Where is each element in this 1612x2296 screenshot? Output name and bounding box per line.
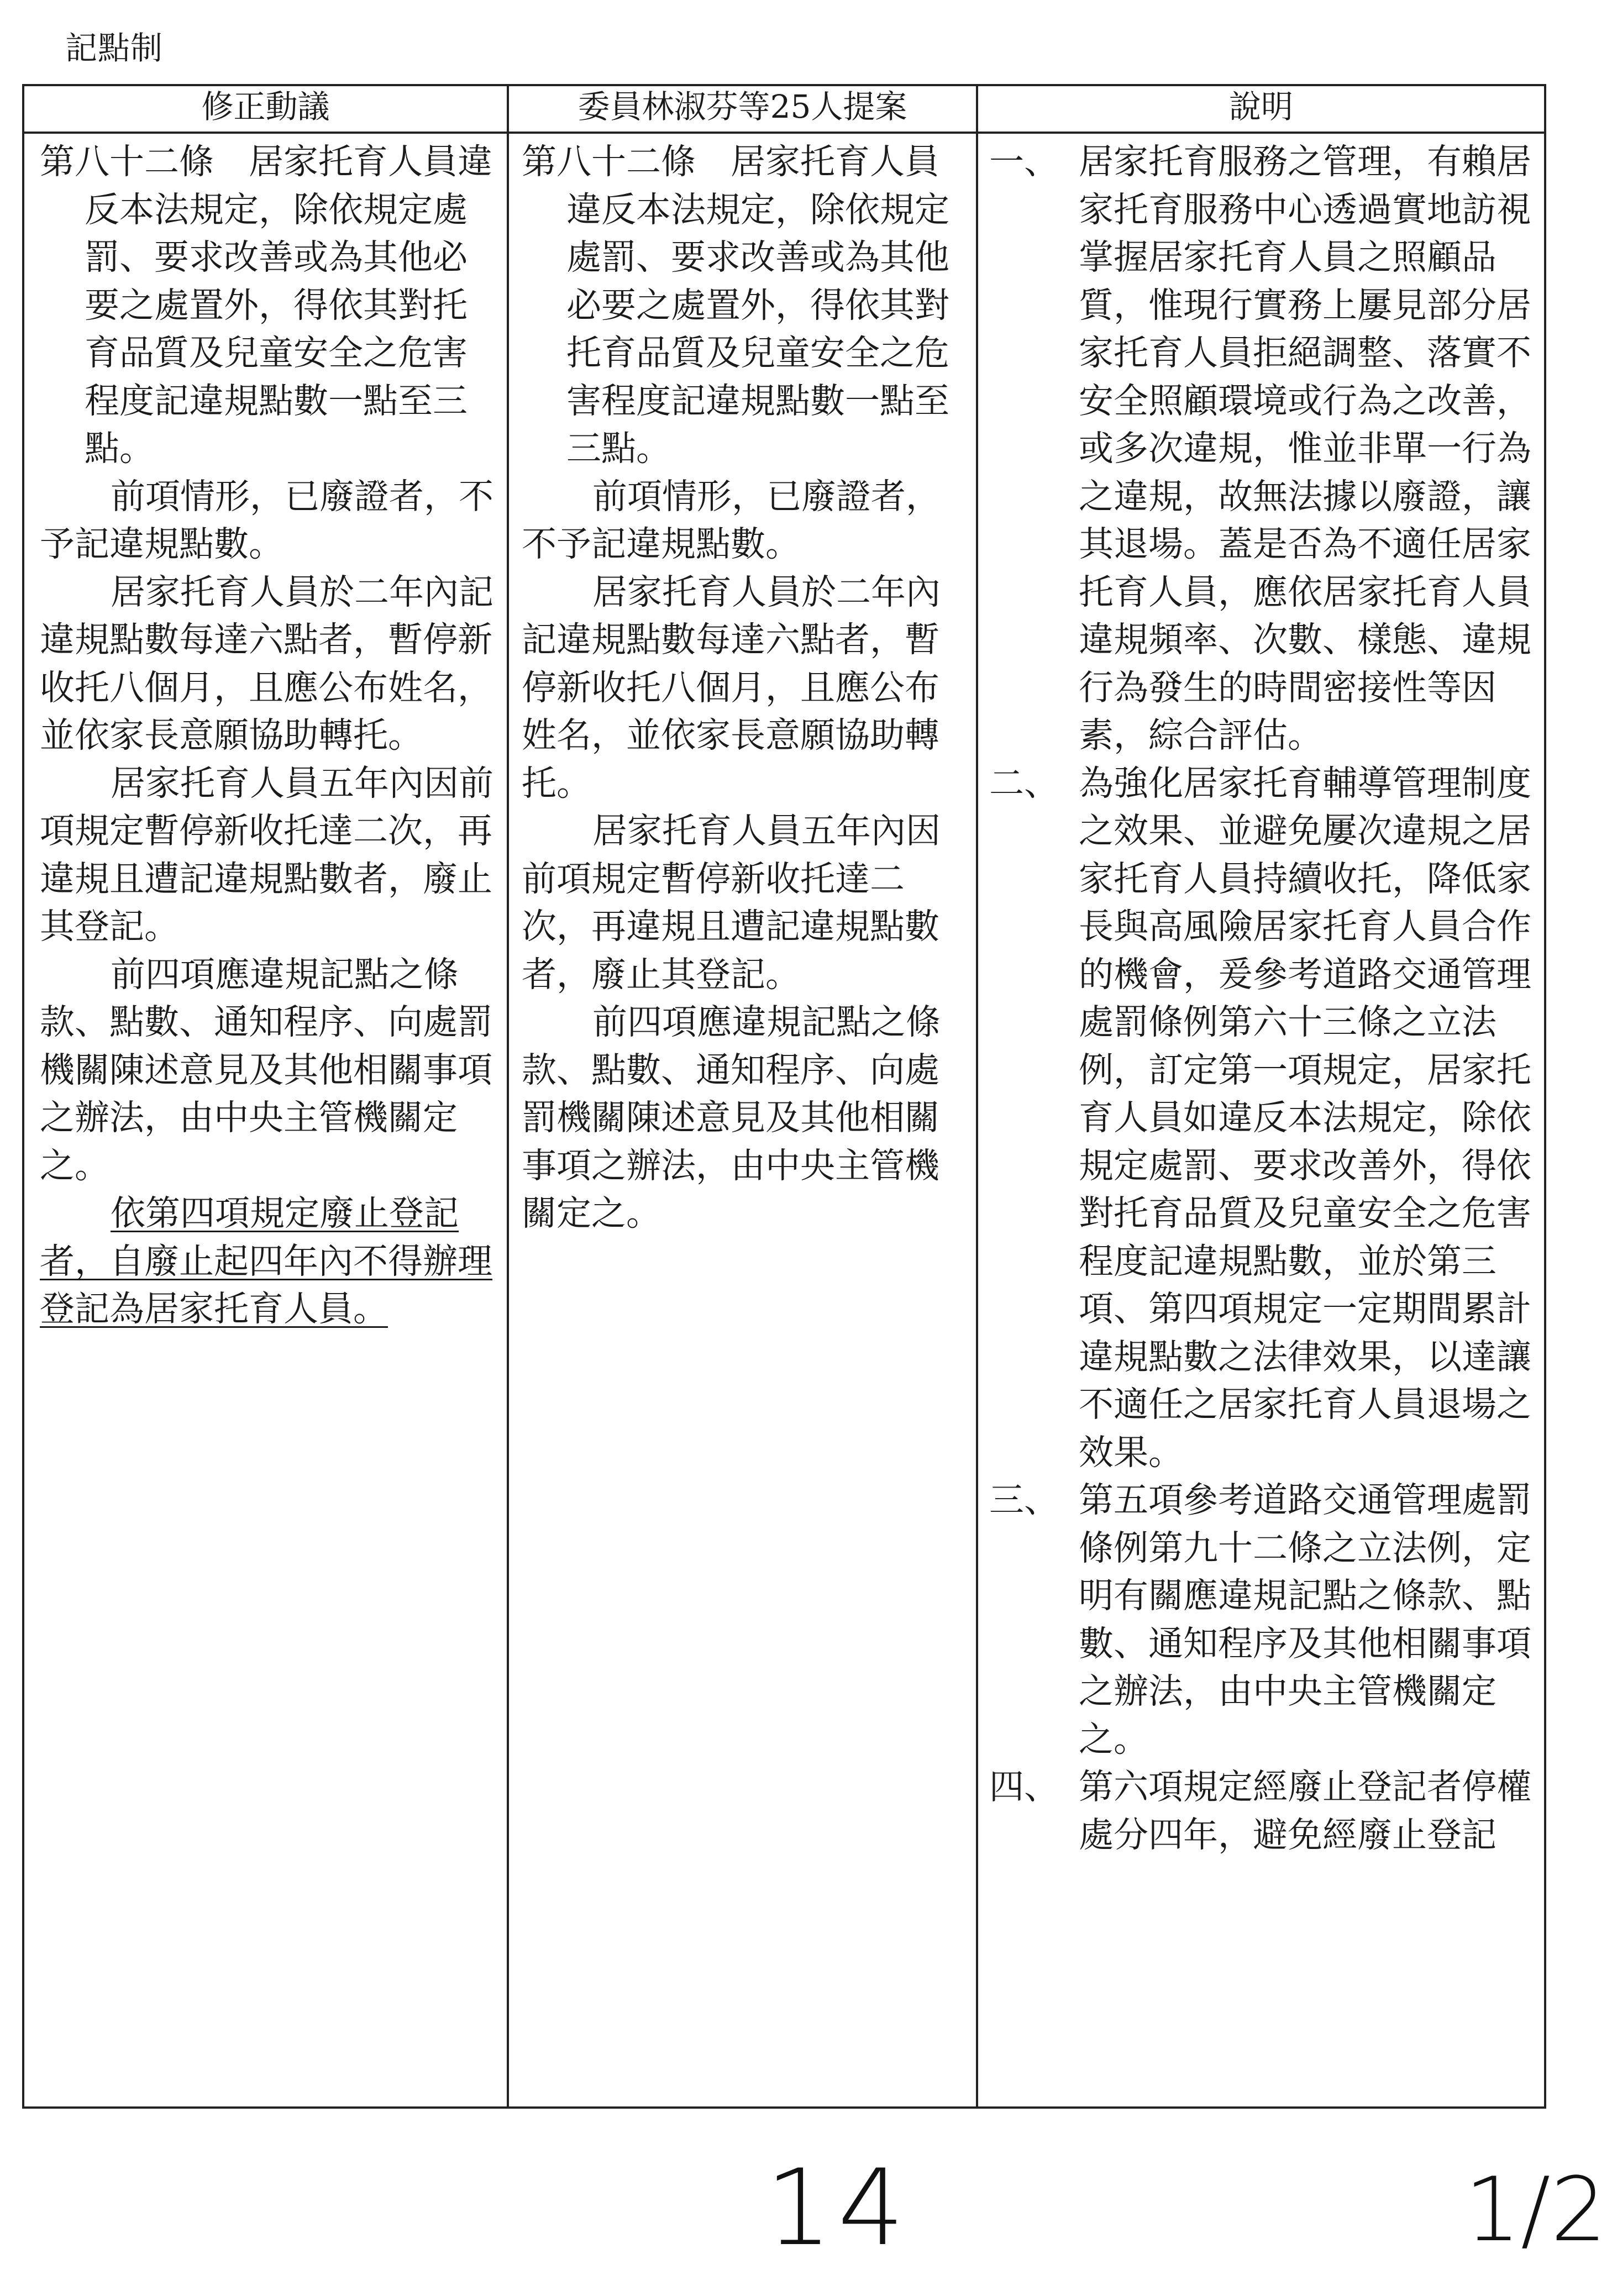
handwritten-page-number: 14 (765, 2147, 910, 2269)
table-bottom-border (22, 2106, 1546, 2109)
header-explanation: 說明 (1228, 88, 1293, 125)
article-82-text: 第八十二條 居家托育人員違反本法規定，除依規定處罰、要求改善或為其他必要之處置外，得依其對托育品質及兒童安全之危害程度記違規點數一點至三點。 (40, 141, 492, 469)
item-text: 為強化居家托育輔導管理制度之效果、並避免屢次違規之居家托育人員持續收托，降低家長與高風險居家托育人員合作的機會，爰參考道路交通管理處罰條例第六十三條之立法例，訂定第一項規定，居家托育人員如違反本法規定，除依規定處罰、要求改善外，得依對托育品質及兒童安全之危害程度記違規點數，並於第三項、第四項規定一定期間累計違規點數之法律效果，以達讓不適任之居家托育人員退場之效果。 (1079, 763, 1531, 1473)
explanation-item (989, 760, 1536, 1477)
explanation-column (989, 138, 1536, 1859)
article-82-text: 第八十二條 居家托育人員違反本法規定，除依規定處罰、要求改善或為其他必要之處置外，得依其對托育品質及兒童安全之危害程度記違規點數一點至三點。 (522, 141, 949, 469)
item-number: 一、 (989, 141, 1059, 182)
table-col-divider-1 (507, 84, 509, 2109)
paragraph-3: 居家托育人員於二年內記違規點數每達六點者，暫停新收托八個月，且應公布姓名，並依家長意願協助轉托。 (522, 571, 941, 803)
proposal-column (522, 138, 964, 1238)
handwritten-page-fraction: 1/2 (1464, 2158, 1607, 2261)
explanation-item (989, 1763, 1536, 1859)
table-col-divider-2 (976, 84, 978, 2109)
item-text: 居家托育服務之管理，有賴居家托育服務中心透過實地訪視掌握居家托育人員之照顧品質，惟現行實務上屢見部分居家托育人員拒絕調整、落實不安全照顧環境或行為之改善，或多次違規，惟並非單一行為之違規，故無法據以廢證，讓其退場。蓋是否為不適任居家托育人員，應依居家托育人員違規頻率、次數、樣態、違規行為發生的時間密接性等因素，綜合評估。 (1079, 141, 1531, 755)
amendment-column (40, 138, 496, 1333)
table-left-border (22, 84, 24, 2109)
table-header-divider (22, 132, 1546, 134)
header-proposal: 委員林淑芬等25人提案 (577, 88, 907, 125)
item-text: 第六項規定經廢止登記者停權處分四年，避免經廢止登記 (1079, 1767, 1531, 1855)
header-amendment-motion: 修正動議 (201, 88, 330, 125)
paragraph-2: 前項情形，已廢證者，不予記違規點數。 (40, 476, 493, 564)
paragraph-5: 前四項應違規記點之條款、點數、通知程序、向處罰機關陳述意見及其他相關事項之辦法，由中央主管機關定之。 (40, 954, 492, 1186)
paragraph-4: 居家托育人員五年內因前項規定暫停新收托達二次，再違規且遭記違規點數者，廢止其登記。 (522, 811, 941, 995)
table-right-border (1544, 84, 1546, 2109)
document-label: 記點制 (65, 29, 164, 67)
paragraph-3: 居家托育人員於二年內記違規點數每達六點者，暫停新收托八個月，且應公布姓名，並依家長意願協助轉托。 (40, 571, 493, 755)
explanation-item (989, 1477, 1536, 1763)
paragraph-4: 居家托育人員五年內因前項規定暫停新收托達二次，再違規且遭記違規點數者，廢止其登記。 (40, 763, 493, 947)
explanation-item (989, 138, 1536, 760)
paragraph-6-amendment: 依第四項規定廢止登記者，自廢止起四年內不得辦理登記為居家托育人員。 (40, 1193, 492, 1329)
item-number: 二、 (989, 763, 1059, 803)
item-number: 四、 (989, 1767, 1059, 1807)
paragraph-2: 前項情形，已廢證者，不予記違規點數。 (522, 476, 941, 564)
item-number: 三、 (989, 1480, 1059, 1520)
item-text: 第五項參考道路交通管理處罰條例第九十二條之立法例，定明有關應違規記點之條款、點數、通知程序及其他相關事項之辦法，由中央主管機關定之。 (1079, 1480, 1531, 1759)
paragraph-5: 前四項應違規記點之條款、點數、通知程序、向處罰機關陳述意見及其他相關事項之辦法，由中央主管機關定之。 (522, 1002, 941, 1233)
